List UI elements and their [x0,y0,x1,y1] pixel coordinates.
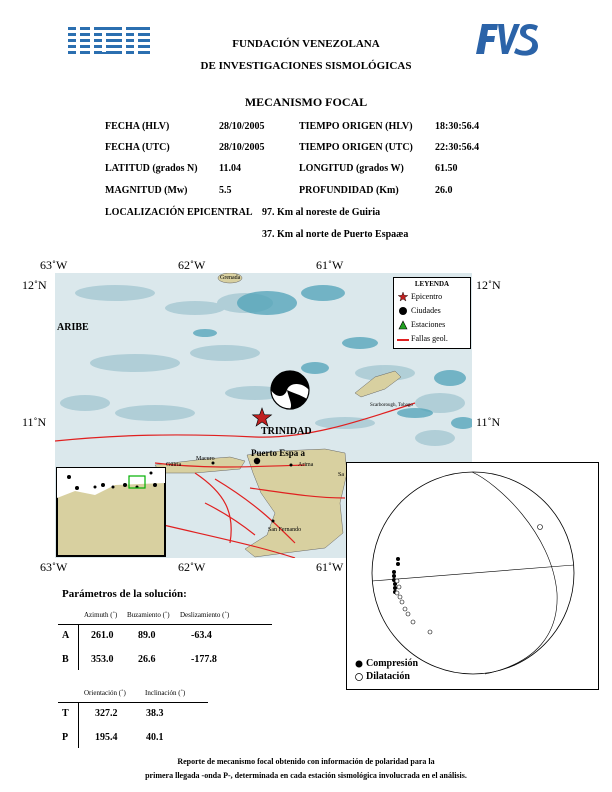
fecha-hlv-value: 28/10/2005 [219,121,265,132]
plane-b-rake: -177.8 [191,654,217,665]
params-title: Parámetros de la solución: [62,588,187,600]
label-guiria: Güiria [166,462,182,468]
inset-map [57,468,165,556]
mag-value: 5.5 [219,185,232,196]
label-puerto-espana: Puerto Espa a [251,448,305,458]
footer-line-1: Reporte de mecanismo focal obtenido con información de polaridad para la [177,757,435,766]
label-caribe: ARIBE [57,322,89,333]
left-tick-12n: 12˚N [22,278,47,292]
compression-dot-icon [354,659,364,669]
left-tick-11n: 11˚N [22,415,47,429]
origen-utc-label: TIEMPO ORIGEN (UTC) [299,142,413,153]
beachball [271,371,309,409]
plane-a-dip: 89.0 [138,630,156,641]
legend-ciudades: Ciudades [411,306,441,315]
legend-fallas: Fallas geol. [411,334,448,343]
loc-line-2: 37. Km al norte de Puerto Espaæa [262,229,409,240]
label-granada: Grenada [220,275,241,281]
map-legend [393,277,471,349]
section-title: MECANISMO FOCAL [244,95,368,109]
lon-label: LONGITUD (grados W) [299,163,404,174]
origen-hlv-label: TIEMPO ORIGEN (HLV) [299,121,413,132]
axis-t-orientation: 327.2 [95,708,118,719]
star-icon [398,292,408,302]
bottom-tick-63w: 63˚W [40,560,68,574]
plane-b-azimuth: 353.0 [91,654,114,665]
fecha-utc-value: 28/10/2005 [219,142,265,153]
top-tick-62w: 62˚W [178,258,206,272]
fault-line-icon [397,339,409,341]
axis-p-inclination: 40.1 [146,732,164,743]
legend-title: LEYENDA [414,280,450,288]
axis-t-name: T [62,708,69,719]
mag-label: MAGNITUD (Mw) [105,185,188,196]
plane-a-name: A [62,630,70,641]
loc-line-1: 97. Km al noreste de Guiria [262,207,381,218]
col-azimuth: Azimuth (˚) [84,611,118,619]
plane-b-name: B [62,654,69,665]
stereonet-plot [347,463,598,689]
compression-label: Compresión [366,658,419,669]
depth-value: 26.0 [435,185,453,196]
station-triangle-icon [398,320,408,330]
plane-a-rake: -63.4 [191,630,212,641]
org-line-1: FUNDACIÓN VENEZOLANA [232,38,380,50]
dilatation-label: Dilatación [366,671,410,682]
axes-vline [78,702,79,748]
params-vline [78,624,79,670]
label-scarborough: Scarborough, Tobago [370,403,413,408]
top-tick-63w: 63˚W [40,258,68,272]
label-macuro: Macuro [196,456,215,462]
dilatation-dot-icon [354,672,364,682]
axis-p-name: P [62,732,69,743]
stereonet-panel [346,462,599,690]
plane-a-azimuth: 261.0 [91,630,114,641]
lat-value: 11.04 [219,163,241,174]
col-orientacion: Orientación (˚) [84,689,126,697]
axes-hline [58,702,208,703]
label-san-fernando: San Fernando [268,527,302,533]
col-buzamiento: Buzamiento (˚) [127,611,170,619]
params-hline [58,624,272,625]
bottom-tick-62w: 62˚W [178,560,206,574]
col-deslizamiento: Deslizamiento (˚) [180,611,230,619]
city-dot-icon [398,306,408,316]
plane-b-dip: 26.6 [138,654,156,665]
origen-hlv-value: 18:30:56.4 [435,121,480,132]
bottom-tick-61w: 61˚W [316,560,344,574]
depth-label: PROFUNDIDAD (Km) [299,185,399,196]
loc-label: LOCALIZACIÓN EPICENTRAL [105,207,253,218]
lat-label: LATITUD (grados N) [105,163,198,174]
axis-p-orientation: 195.4 [95,732,118,743]
fecha-hlv-label: FECHA (HLV) [105,121,170,132]
right-tick-11n: 11˚N [476,415,501,429]
org-line-2: DE INVESTIGACIONES SISMOLÓGICAS [200,60,412,72]
footer-line-2: primera llegada -onda P-, determinada en cada estación sismológica involucrada en el análisis. [145,771,467,780]
origen-utc-value: 22:30:56.4 [435,142,480,153]
label-sa: Sa [338,472,344,478]
label-trinidad: TRINIDAD [261,426,312,437]
axis-t-inclination: 38.3 [146,708,164,719]
fecha-utc-label: FECHA (UTC) [105,142,170,153]
legend-epicentro: Epicentro [411,292,443,301]
label-arima: Arima [298,462,314,468]
legend-estaciones: Estaciones [411,320,446,329]
right-tick-12n: 12˚N [476,278,501,292]
top-tick-61w: 61˚W [316,258,344,272]
lon-value: 61.50 [435,163,458,174]
col-inclinacion: Inclinación (˚) [145,689,186,697]
